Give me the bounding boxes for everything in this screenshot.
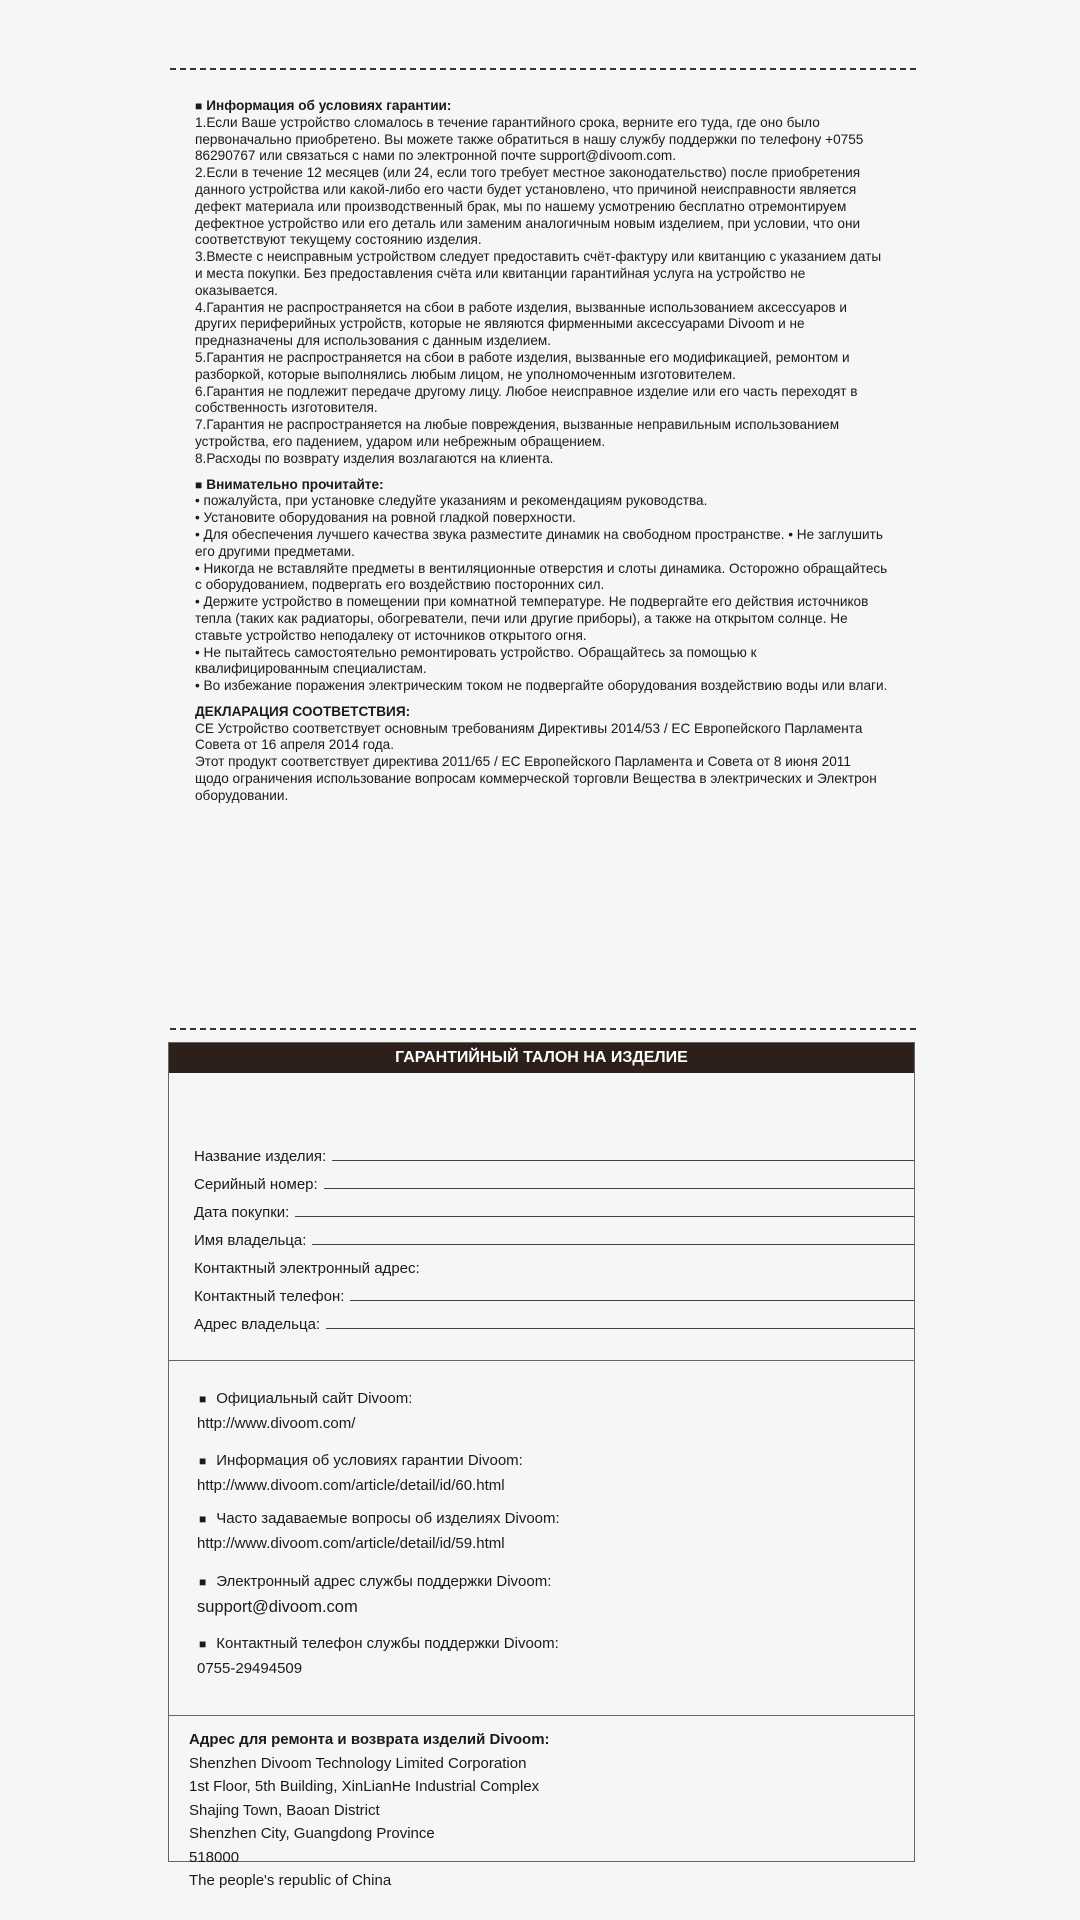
- address-line: The people's republic of China: [189, 1872, 392, 1889]
- text-line: • пожалуйста, при установке следуйте указаниям и рекомендациям руководства.: [195, 493, 708, 509]
- faq-info-block: [197, 1508, 560, 1555]
- address-title: Адрес для ремонта и возврата изделий Divoom:: [189, 1731, 550, 1748]
- text-line: 3.Вместе с неисправным устройством следует предоставить счёт-фактуру или квитанцию с указанием даты: [195, 249, 882, 265]
- contact-phone-field: [194, 1279, 914, 1307]
- square-bullet-icon: ■: [199, 1512, 207, 1526]
- warranty-lines: [195, 115, 911, 468]
- bottom-dashed-cut-line: [170, 1028, 916, 1030]
- info-title: Электронный адрес службы поддержки Divoom:: [216, 1573, 552, 1590]
- text-line: оборудовании.: [195, 787, 289, 803]
- text-line: • Для обеспечения лучшего качества звука разместите динамик на свободном пространстве. • Не заглушить: [195, 526, 883, 542]
- text-line: • Во избежание поражения электрическим током не подвергайте оборудования воздействию воды или влаги.: [195, 678, 888, 694]
- contact-email-field: [194, 1251, 914, 1279]
- warranty-card-header: ГАРАНТИЙНЫЙ ТАЛОН НА ИЗДЕЛИЕ: [169, 1043, 914, 1073]
- support-email-block: [197, 1571, 551, 1618]
- square-bullet-icon: ■: [199, 1575, 207, 1589]
- support-email-link[interactable]: support@divoom.com: [197, 1598, 358, 1616]
- top-dashed-cut-line: [170, 68, 916, 70]
- text-line: оказывается.: [195, 282, 278, 298]
- fill-line: [324, 1188, 914, 1189]
- warranty-conditions-text: [195, 98, 911, 805]
- text-line: 2.Если в течение 12 месяцев (или 24, если того требует местное законодательство) после приобретения: [195, 165, 861, 181]
- fill-line: [312, 1244, 914, 1245]
- field-label: Адрес владельца:: [194, 1316, 321, 1333]
- info-title: Официальный сайт Divoom:: [216, 1390, 413, 1407]
- text-line: 7.Гарантия не распространяется на любые повреждения, вызванные неправильным использованием: [195, 417, 840, 433]
- text-line: • Никогда не вставляйте предметы в вентиляционные отверстия и слоты динамика. Осторожно обращайтесь: [195, 560, 888, 576]
- divoom-contact-info: [169, 1361, 914, 1716]
- field-label: Контактный электронный адрес:: [194, 1260, 420, 1277]
- address-line: Shenzhen City, Guangdong Province: [189, 1825, 435, 1842]
- text-line: собственность изготовителя.: [195, 400, 378, 416]
- field-label: Серийный номер:: [194, 1176, 318, 1193]
- text-line: 6.Гарантия не подлежит передаче другому лицу. Любое неисправное изделие или его часть переходят в: [195, 383, 858, 399]
- text-line: с оборудованием, подвергать его воздействию посторонних сил.: [195, 577, 605, 593]
- text-line: Этот продукт соответствует директива 2011/65 / ЕС Европейского Парламента и Совета от 8 июня 2011: [195, 754, 851, 770]
- info-title: Информация об условиях гарантии Divoom:: [216, 1452, 523, 1469]
- address-line: Shenzhen Divoom Technology Limited Corporation: [189, 1754, 527, 1772]
- text-line: 8.Расходы по возврату изделия возлагаются на клиента.: [195, 450, 554, 466]
- official-site-info: [197, 1388, 412, 1435]
- text-line: • Установите оборудования на ровной гладкой поверхности.: [195, 510, 576, 526]
- fill-line: [350, 1300, 914, 1301]
- faq-link[interactable]: http://www.divoom.com/article/detail/id/59.html: [197, 1535, 505, 1552]
- text-line: • Держите устройство в помещении при комнатной температуре. Не подвергайте его действия источников: [195, 594, 869, 610]
- warranty-info-link-block: [197, 1450, 523, 1497]
- address-line: Shajing Town, Baoan District: [189, 1801, 380, 1819]
- serial-number-field: [194, 1167, 914, 1195]
- text-line: дефектное устройство или его деталь или заменим аналогичным новым изделием, при условии, что они: [195, 215, 861, 231]
- text-line: CE Устройство соответствует основным требованиям Директивы 2014/53 / ЕС Европейского Парламента: [195, 720, 863, 736]
- field-label: Название изделия:: [194, 1148, 327, 1165]
- info-title: Контактный телефон службы поддержки Divoom:: [216, 1635, 559, 1652]
- warranty-title: ■ Информация об условиях гарантии:: [195, 98, 452, 113]
- address-line: 518000: [189, 1848, 240, 1866]
- text-line: 86290767 или связаться с нами по электронной почте support@divoom.com.: [195, 148, 677, 164]
- text-line: дефект материала или производственный брак, мы по нашему усмотрению бесплатно отремонтируем: [195, 198, 847, 214]
- declaration-lines: [195, 721, 911, 805]
- square-bullet-icon: ■: [199, 1637, 207, 1651]
- product-name-field: [194, 1139, 914, 1167]
- fill-line: [326, 1328, 914, 1329]
- square-bullet-icon: ■: [199, 1454, 207, 1468]
- text-line: щодо ограничения использование вопросам коммерческой торговли Вещества в электрических и Электрон: [195, 771, 877, 787]
- text-line: соответствуют текущему состоянию изделия.: [195, 232, 482, 248]
- warranty-info-link[interactable]: http://www.divoom.com/article/detail/id/60.html: [197, 1477, 505, 1494]
- warranty-form: [169, 1073, 914, 1361]
- text-line: первоначально приобретено. Вы можете также обратиться в нашу службу поддержки по телефону +0755: [195, 131, 864, 147]
- text-line: разборкой, которые выполнялись любым лицом, не уполномоченным изготовителем.: [195, 366, 736, 382]
- text-line: устройства, его падением, ударом или небрежным обращением.: [195, 433, 606, 449]
- official-site-link[interactable]: http://www.divoom.com/: [197, 1415, 356, 1432]
- attention-title: ■ Внимательно прочитайте:: [195, 476, 384, 492]
- text-line: 5.Гарантия не распространяется на сбои в работе изделия, вызванные его модификацией, ремонтом и: [195, 349, 850, 365]
- support-phone-number: 0755-29494509: [197, 1660, 303, 1677]
- info-title: Часто задаваемые вопросы об изделиях Divoom:: [216, 1510, 560, 1527]
- text-line: его другими предметами.: [195, 543, 355, 559]
- text-line: Совета от 16 апреля 2014 года.: [195, 737, 394, 753]
- support-phone-block: [197, 1633, 559, 1680]
- field-label: Дата покупки:: [194, 1204, 290, 1221]
- text-line: 4.Гарантия не распространяется на сбои в работе изделия, вызванные использованием аксессуаров и: [195, 299, 847, 315]
- declaration-title: ДЕКЛАРАЦИЯ СООТВЕТСТВИЯ:: [195, 703, 411, 719]
- attention-lines: [195, 493, 911, 695]
- text-line: и места покупки. Без предоставления счёта или квитанции гарантийная услуга на устройство не: [195, 265, 806, 281]
- square-bullet-icon: ■: [195, 477, 203, 492]
- text-line: тепла (таких как радиаторы, обогреватели, печи или другие приборы), а также на открытом солнце. Не: [195, 610, 848, 626]
- text-line: предназначены для использования с данным изделием.: [195, 333, 552, 349]
- fill-line: [332, 1160, 914, 1161]
- text-line: других периферийных устройств, которые не являются фирменными аксессуарами Divoom и не: [195, 316, 805, 332]
- address-line: 1st Floor, 5th Building, XinLianHe Industrial Complex: [189, 1778, 540, 1795]
- text-line: данного устройства или какой-либо его части будет установлено, что причиной неисправности является: [195, 181, 857, 197]
- purchase-date-field: [194, 1195, 914, 1223]
- text-line: 1.Если Ваше устройство сломалось в течение гарантийного срока, верните его туда, где оно было: [195, 114, 820, 130]
- owner-name-field: [194, 1223, 914, 1251]
- square-bullet-icon: ■: [195, 99, 203, 113]
- square-bullet-icon: ■: [199, 1392, 207, 1406]
- fill-line: [295, 1216, 914, 1217]
- text-line: квалифицированным специалистам.: [195, 661, 427, 677]
- field-label: Имя владельца:: [194, 1232, 307, 1249]
- field-label: Контактный телефон:: [194, 1288, 345, 1305]
- repair-return-address: [169, 1716, 914, 1893]
- text-line: • Не пытайтесь самостоятельно ремонтировать устройство. Обращайтесь за помощью к: [195, 644, 757, 660]
- warranty-card: [168, 1042, 915, 1889]
- owner-address-field: [194, 1307, 914, 1335]
- text-line: ставьте устройство неподалеку от источников открытого огня.: [195, 627, 587, 643]
